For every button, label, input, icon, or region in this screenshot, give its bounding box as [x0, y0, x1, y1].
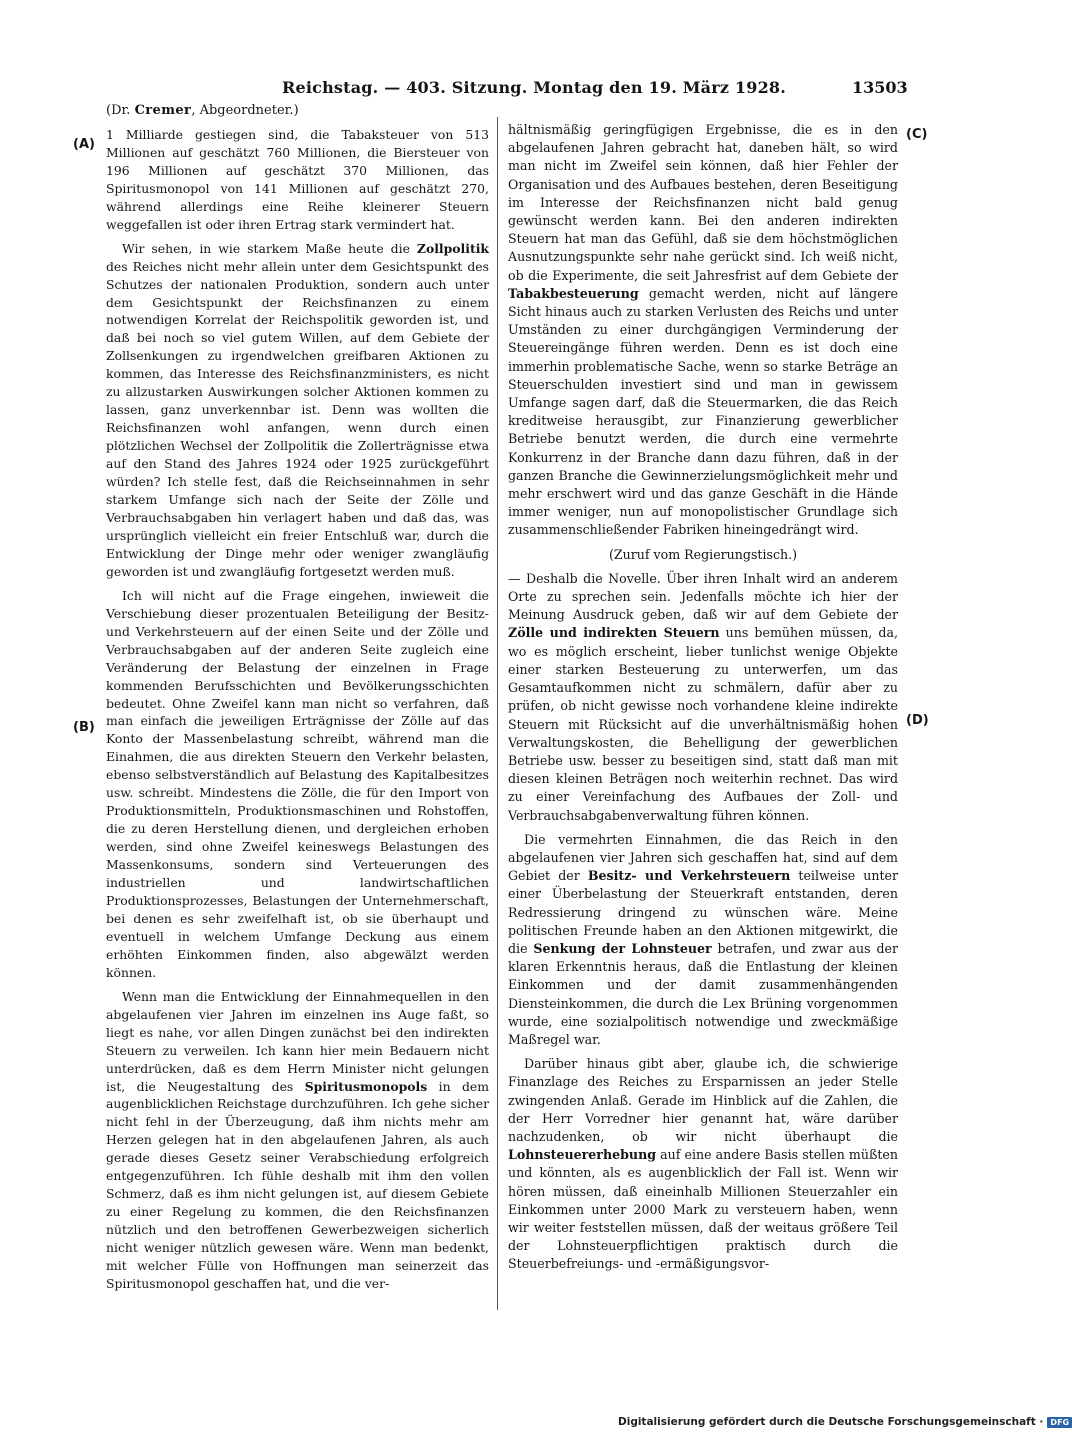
speaker-open: (Dr.	[106, 103, 131, 118]
paragraph: — Deshalb die Novelle. Über ihren Inhalt wird an anderem Orte zu sprechen sein. Jedenfalls möchte ich hier der Meinung Ausdruck geben, daß wir auf dem Gebiete der Zölle und indirekten Steuern uns bemühen müssen, da, wo es möglich erscheint, lieber tunlichst wenige Objekte einer starken Besteuerung zu unterwerfen, um das Gesamtaufkommen nicht zu schmälern, dafür aber zu prüfen, ob nicht gewisse noch vorhandene kleine indirekte Steuern mit Rücksicht auf die unverhältnismäßig hohen Verwaltungskosten, die Behelligung der gewerblichen Betriebe usw. besser zu beseitigen sind, statt daß man mit diesen kleinen Beträgen noch weiterhin rechnet. Das wird zu einer Vereinfachung des Aufbaues der Zoll- und Verbrauchsabgabenverwaltung führen können.	[508, 570, 898, 823]
running-header	[0, 78, 1000, 100]
margin-marker-a: (A)	[73, 137, 95, 152]
column-divider	[497, 117, 498, 1310]
paragraph: Die vermehrten Einnahmen, die das Reich in den abgelaufenen vier Jahren sich geschaffen hat, sind auf dem Gebiet der Besitz- und Verkehrsteuern teilweise unter einer Überbelastung der Steuerkraft entstanden, deren Redressierung dringend zu wünschen wäre. Meine politischen Freunde haben an den Aktionen mitgewirkt, die die Senkung der Lohnsteuer betrafen, und zwar aus der klaren Erkenntnis heraus, daß die Entlastung der kleinen Einkommen und der damit zusammenhängenden Diensteinkommen, die durch die Lex Brüning vorgenommen wurde, eine sozialpolitisch notwendige und zweckmäßige Maßregel war.	[508, 831, 898, 1047]
left-column	[106, 102, 489, 1293]
speaker-line	[106, 102, 489, 120]
paragraph: hältnismäßig geringfügigen Ergebnisse, die es in den abgelaufenen Jahren gebracht hat, daneben hält, so wird man nicht im Zweifel sein können, daß hier Fehler der Organisation und des Aufbaues bestehen, deren Beseitigung im Interesse der Reichsfinanzen nicht bald genug gewünscht werden kann. Bei den anderen indirekten Steuern hat man das Gefühl, daß sie dem höchstmöglichen Ausnutzungspunkte sehr nahe gerückt sind. Ich weiß nicht, ob die Experimente, die seit Jahresfrist auf dem Gebiete der Tabakbesteuerung gemacht werden, nicht auf längere Sicht hinaus auch zu starken Verlusten des Reichs und unter Umständen zu einer durchgängigen Verminderung der Steuereingänge führen werden. Denn es ist doch eine immerhin problematische Sache, wenn so starke Beträge an Steuerschulden investiert sind und man in gewissem Umfange sagen darf, daß die Steuermarken, die das Reich kreditweise herausgibt, zur Finanzierung gewerblicher Betriebe benutzt werden, die durch eine vermehrte Konkurrenz in der Branche dann dazu führen, daß in der ganzen Branche die Gewinnerzielungsmöglichkeit mehr und mehr erschwert wird und das ganze Geschäft in die Hände immer weniger, nun auf monopolistischer Grundlage sich zusammenschließender Fabriken hineingedrängt wird.	[508, 122, 898, 538]
emphasis: Zollpolitik	[416, 240, 489, 256]
speaker-role: , Abgeordneter.)	[191, 103, 299, 118]
digitization-footer	[618, 1416, 1070, 1432]
margin-marker-c: (C)	[906, 127, 928, 142]
emphasis: Spiritusmonopols	[304, 1078, 428, 1094]
header-title: Reichstag. — 403. Sitzung. Montag den 19. März 1928.	[282, 78, 787, 97]
interjection: (Zuruf vom Regierungstisch.)	[608, 546, 798, 562]
margin-marker-b: (B)	[73, 720, 95, 735]
paragraph: Ich will nicht auf die Frage eingehen, inwieweit die Verschiebung dieser prozentualen Beteiligung der Besitz- und Verkehrsteuern auf der einen Seite und der Zölle und Verbrauchsabgaben auf der anderen Seite zugleich eine Veränderung der Belastung der einzelnen in Frage kommenden Berufsschichten und Bevölkerungsschichten bedeutet. Ohne Zweifel kann man nicht so verfahren, daß man einfach die jeweiligen Erträgnisse der Zölle auf das Konto der Massenbelastung schreibt, während man die Einahmen, die aus direkten Steuern den Verkehr belasten, ebenso selbstverständlich auf Belastung des Kapitalbesitzes usw. schreibt. Mindestens die Zölle, die für den Import von Produktionsmitteln, Produktionsmaschinen und Rohstoffen, die zu deren Herstellung dienen, und dergleichen erhoben werden, sind ohne Zweifel keineswegs Belastungen des Massenkonsums, sondern sind Verteuerungen des industriellen und landwirtschaftlichen Produktionsprozesses, Belastungen der Unternehmerschaft, bei denen es sehr zweifelhaft ist, ob sie überhaupt und eventuell in welchem Umfange Deckung aus einem erhöhten Einkommen finden, also abgewälzt werden können.	[106, 587, 489, 980]
right-column	[508, 121, 898, 1274]
emphasis: Besitz- und Verkehrsteuern	[587, 868, 791, 884]
paragraph: Wenn man die Entwicklung der Einnahmequellen in den abgelaufenen vier Jahren im einzelnen ins Auge faßt, so liegt es nahe, vor allen Dingen zunächst bei den indirekten Steuern zu verweilen. Ich kann hier mein Bedauern nicht unterdrücken, daß es dem Herrn Minister nicht gelungen ist, die Neugestaltung des Spiritusmonopols in dem augenblicklichen Reichstage durchzuführen. Ich gehe sicher nicht fehl in der Überzeugung, daß ihm nichts mehr am Herzen gelegen hat in den abgelaufenen Jahren, als auch gerade dieses Gesetz seiner Verabschiedung erfolgreich entgegenzuführen. Ich fühle deshalb mit ihm den vollen Schmerz, daß es ihm nicht gelungen ist, auf diesem Gebiete zu einer Regelung zu kommen, die den Reichsfinanzen nützlich und den betroffenen Gewerbezweigen sicherlich nicht weniger nützlich gewesen wäre. Wenn man bedenkt, mit welcher Fülle von Hoffnungen man seinerzeit das Spiritusmonopol geschaffen hat, und die ver-	[106, 988, 489, 1291]
speaker-name: Cremer	[134, 103, 192, 118]
footer-text: Digitalisierung gefördert durch die Deutsche Forschungsgemeinschaft ·	[618, 1416, 1044, 1428]
paragraph: Wir sehen, in wie starkem Maße heute die Zollpolitik des Reiches nicht mehr allein unter dem Gesichtspunkt des Schutzes der nationalen Produktion, sondern auch unter dem Gesichtspunkt der Reichsfinanzen zu einem notwendigen Korrelat der Reichspolitik geworden ist, und daß bei noch so viel gutem Willen, auf dem Gebiete der Zollsenkungen zu irgendwelchen greifbaren Aktionen zu kommen, das Interesse des Reichsfinanzministers, es nicht zu allzustarken Auswirkungen solcher Aktionen kommen zu lassen, ganz unverkennbar ist. Denn was wollten die Reichsfinanzen wohl anfangen, wenn durch einen plötzlichen Wechsel der Zollpolitik die Zollerträgnisse etwa auf den Stand des Jahres 1924 oder 1925 zurückgeführt würden? Ich stelle fest, daß die Reichseinnahmen in sehr starkem Umfange sich nach der Seite der Zölle und Verbrauchsabgaben hin verlagert haben und daß das, was ursprünglich vielleicht ein freier Entschluß war, durch die Entwicklung der Dinge mehr oder weniger zwangläufig geworden ist und zwangläufig fortgesetzt werden muß.	[106, 240, 489, 579]
emphasis: Tabakbesteuerung	[508, 285, 639, 301]
dfg-logo: DFG	[1047, 1417, 1072, 1428]
paragraph: 1 Milliarde gestiegen sind, die Tabaksteuer von 513 Millionen auf geschätzt 760 Millionen, die Biersteuer von 196 Millionen auf geschätzt 370 Millionen, das Spiritusmonopol von 141 Millionen auf geschätzt 270, während allerdings eine Reihe kleinerer Steuern weggefallen ist oder ihren Ertrag stark vermindert hat.	[106, 126, 489, 232]
margin-marker-d: (D)	[906, 713, 929, 728]
emphasis: Lohnsteuererhebung	[508, 1147, 657, 1163]
page-number: 13503	[852, 78, 908, 97]
emphasis: Senkung der Lohnsteuer	[533, 940, 712, 956]
paragraph: Darüber hinaus gibt aber, glaube ich, die schwierige Finanzlage des Reiches zu Ersparnissen an jeder Stelle zwingenden Anlaß. Gerade im Hinblick auf die Zahlen, die der Herr Vorredner hier genannt hat, wäre darüber nachzudenken, ob wir nicht überhaupt die Lohnsteuererhebung auf eine andere Basis stellen müßten und könnten, als es augenblicklich der Fall ist. Wenn wir hören müssen, daß eineinhalb Millionen Steuerzahler ein Einkommen unter 2000 Mark zu versteuern haben, wenn wir weiter feststellen müssen, daß der weitaus größere Teil der Lohnsteuerpflichtigen praktisch durch die Steuerbefreiungs- und -ermäßigungsvor-	[508, 1056, 898, 1272]
emphasis: Zölle und indirekten Steuern	[508, 625, 720, 641]
